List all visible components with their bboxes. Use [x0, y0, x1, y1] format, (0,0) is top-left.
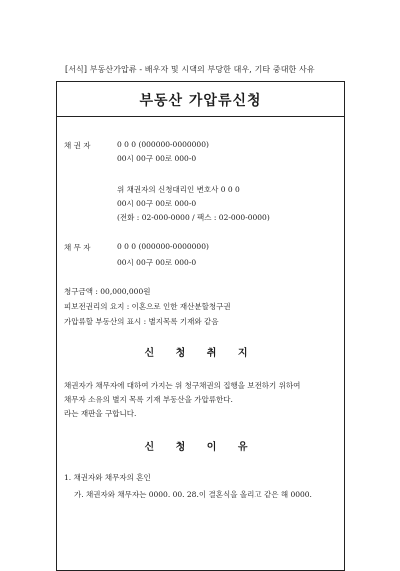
debtor-address: 00시 00구 00로 000-0 [117, 258, 197, 267]
purpose-line-1: 채권자가 채무자에 대하여 가지는 위 청구채권의 집행을 보전하기 위하여 [64, 381, 301, 390]
creditor-label: 채 권 자 [64, 141, 91, 150]
document-title: 부동산 가압류신청 [139, 93, 262, 109]
claim-amount: 청구금액 : 00,000,000원 [64, 287, 151, 296]
document-frame [56, 81, 345, 571]
form-caption: [서식] 부동산가압류 - 배우자 및 시댁의 부당한 대우, 기타 중대한 사유 [65, 65, 315, 74]
purpose-line-3: 라는 재판을 구합니다. [64, 409, 137, 418]
reasons-heading: 신 청 이 유 [144, 442, 257, 453]
creditor-address: 00시 00구 00로 000-0 [117, 154, 197, 163]
creditor-agent-contact: (전화 : 02-000-0000 / 팩스 : 02-000-0000) [117, 213, 270, 222]
reason-item-1: 1. 채권자와 채무자의 혼인 [64, 473, 151, 482]
purpose-line-2: 채무자 소유의 별지 목록 기재 부동산을 가압류한다. [64, 395, 233, 404]
secured-right: 피보전권리의 요지 : 이혼으로 인한 재산분할청구권 [64, 302, 231, 311]
creditor-agent-address: 00시 00구 00로 000-0 [117, 199, 197, 208]
property-description: 가압류할 부동산의 표시 : 별지목록 기재와 같음 [64, 317, 219, 326]
reason-item-1-sub: 가. 채권자와 채무자는 0000. 00. 28.이 결혼식을 올리고 같은 해 0000. [74, 490, 312, 499]
debtor-label: 채 무 자 [64, 243, 91, 252]
creditor-agent: 위 채권자의 신청대리인 변호사 0 0 0 [117, 185, 240, 194]
title-divider [57, 116, 344, 117]
purpose-heading: 신 청 취 지 [144, 348, 257, 359]
creditor-name: 0 0 0 (000000-0000000) [117, 140, 209, 149]
debtor-name: 0 0 0 (000000-0000000) [117, 242, 209, 251]
